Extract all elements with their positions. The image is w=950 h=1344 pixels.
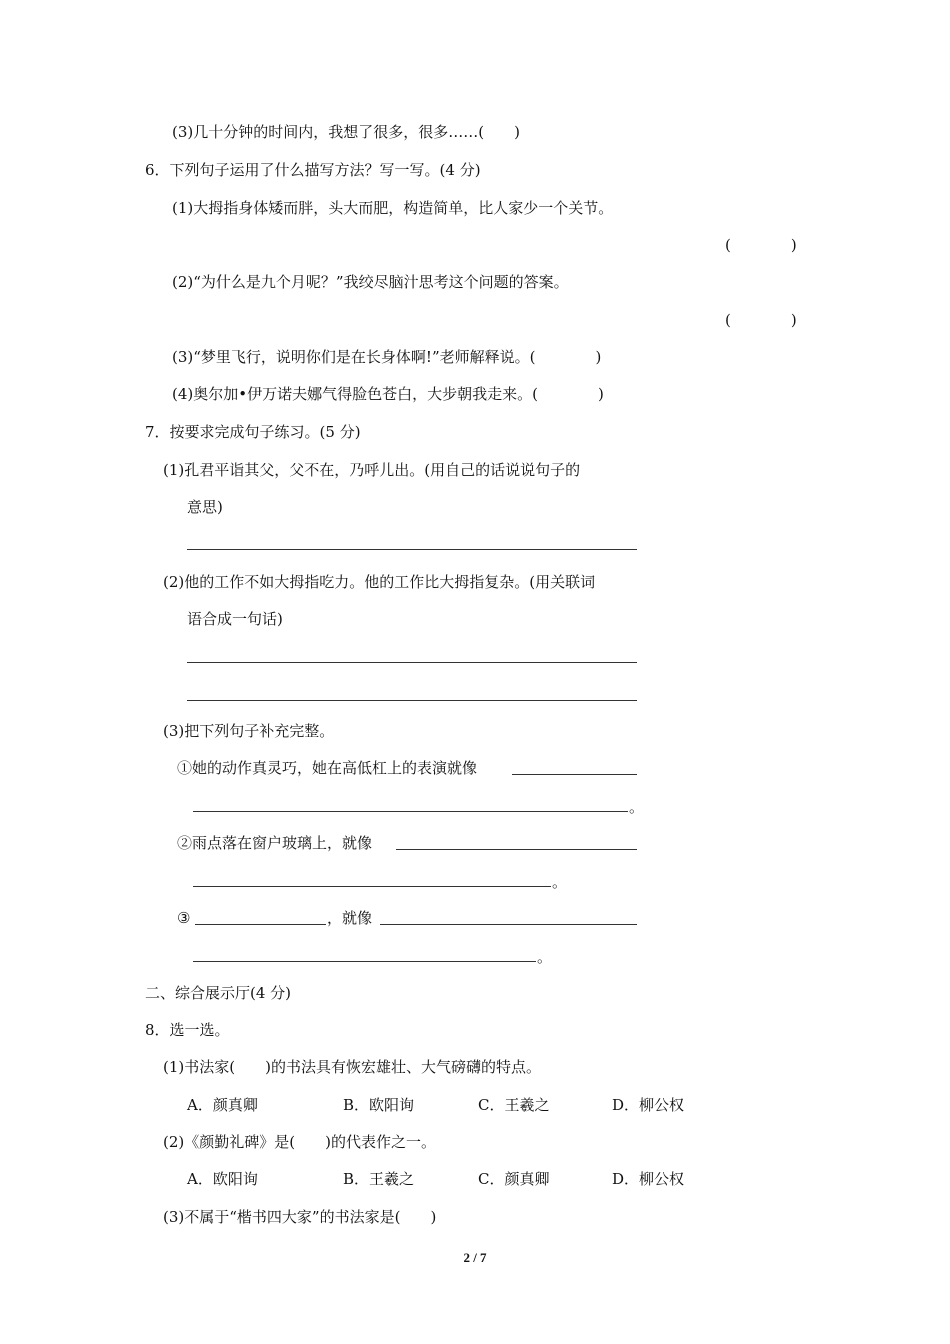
q5-item3: (3)几十分钟的时间内，我想了很多，很多……( ): [172, 123, 520, 141]
q7-title: 7．按要求完成句子练习。(5 分): [145, 423, 361, 441]
q7-sub1-blank-1[interactable]: [512, 774, 637, 775]
q8-item3: (3)不属于“楷书四大家”的书法家是( ): [163, 1208, 437, 1226]
q7-sub2-blank-1[interactable]: [396, 849, 637, 850]
q7-sub2-text: ②雨点落在窗户玻璃上，就像: [177, 834, 373, 852]
q8-item2-option-d[interactable]: D．柳公权: [612, 1170, 685, 1188]
q7-sub3-mid: ，就像: [327, 909, 373, 927]
q6-item3: (3)“梦里飞行，说明你们是在长身体啊!”老师解释说。( ): [172, 348, 602, 366]
q7-item2-line1: (2)他的工作不如大拇指吃力。他的工作比大拇指复杂。(用关联词: [163, 573, 596, 591]
q8-item1-option-b[interactable]: B．欧阳询: [343, 1096, 415, 1114]
q7-item2-answer-line-1[interactable]: [187, 662, 637, 663]
q8-title: 8．选一选。: [145, 1021, 230, 1039]
q6-item1: (1)大拇指身体矮而胖，头大而肥，构造简单，比人家少一个关节。: [172, 199, 614, 217]
q7-sub1-blank-2[interactable]: [193, 811, 628, 812]
q7-sub3-marker: ③: [177, 909, 191, 927]
q7-item1-answer-line[interactable]: [187, 549, 637, 550]
q8-item1-option-a[interactable]: A．颜真卿: [187, 1096, 258, 1114]
section2-title: 二、综合展示厅(4 分): [145, 984, 292, 1002]
q7-item2-line2: 语合成一句话): [187, 610, 283, 628]
q7-sub3-blank-3[interactable]: [193, 961, 536, 962]
q6-item1-answer-paren[interactable]: ( ): [725, 236, 797, 254]
q6-item2: (2)“为什么是九个月呢？”我绞尽脑汁思考这个问题的答案。: [172, 273, 569, 291]
q6-title: 6．下列句子运用了什么描写方法？写一写。(4 分): [145, 161, 481, 179]
q8-item1-option-d[interactable]: D．柳公权: [612, 1096, 685, 1114]
q8-item2-option-b[interactable]: B．王羲之: [343, 1170, 415, 1188]
q8-item2-option-a[interactable]: A．欧阳询: [187, 1170, 258, 1188]
q8-item1: (1)书法家( )的书法具有恢宏雄壮、大气磅礴的特点。: [163, 1058, 541, 1076]
q8-item1-option-c[interactable]: C．王羲之: [478, 1096, 550, 1114]
q7-item1-line1: (1)孔君平诣其父，父不在，乃呼儿出。(用自己的话说说句子的: [163, 461, 581, 479]
q7-sub2-period: 。: [552, 873, 568, 891]
q7-item3-title: (3)把下列句子补充完整。: [163, 722, 335, 740]
page-number: 2 / 7: [463, 1250, 487, 1265]
q7-sub3-blank-1[interactable]: [195, 924, 326, 925]
q7-sub3-period: 。: [537, 948, 553, 966]
q7-sub3-blank-2[interactable]: [380, 924, 637, 925]
q7-sub1-text: ①她的动作真灵巧，她在高低杠上的表演就像: [177, 759, 478, 777]
q7-item2-answer-line-2[interactable]: [187, 700, 637, 701]
q6-item4: (4)奥尔加•伊万诺夫娜气得脸色苍白，大步朝我走来。( ): [172, 385, 604, 403]
q7-sub1-period: 。: [629, 798, 645, 816]
q8-item2: (2)《颜勤礼碑》是( )的代表作之一。: [163, 1133, 436, 1151]
q7-item1-line2: 意思): [187, 498, 223, 516]
q6-item2-answer-paren[interactable]: ( ): [725, 311, 797, 329]
q8-item2-option-c[interactable]: C．颜真卿: [478, 1170, 550, 1188]
q7-sub2-blank-2[interactable]: [193, 886, 551, 887]
